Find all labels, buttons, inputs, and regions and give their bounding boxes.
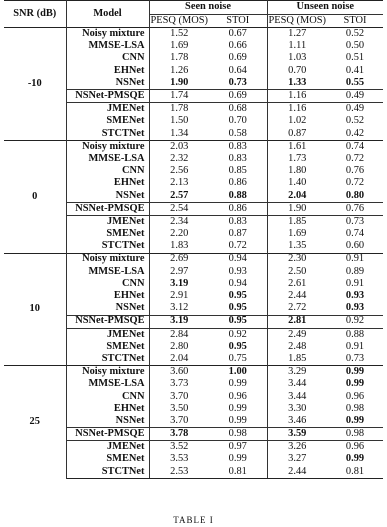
stoi-unseen-cell: 0.89 xyxy=(345,265,365,277)
stoi-unseen-cell: 0.74 xyxy=(345,228,365,240)
pesq-unseen-cell: 2.04 xyxy=(267,190,327,203)
pesq-seen-cell: 2.54 xyxy=(149,202,209,215)
model-name-cell: MMSE-LSA xyxy=(66,266,149,278)
pesq-seen-cell: 2.97 xyxy=(170,265,189,277)
pesq-unseen-cell: 1.69 xyxy=(288,228,307,240)
pesq-unseen-cell: 1.35 xyxy=(288,240,307,252)
stoi-seen-cell: 0.95 xyxy=(209,290,267,302)
pesq-unseen-cell: 2.72 xyxy=(267,302,327,315)
stoi-unseen-cell: 0.41 xyxy=(345,64,365,76)
pesq-seen-cell: 2.57 xyxy=(149,190,209,203)
stoi-unseen-cell: 0.49 xyxy=(327,90,383,103)
model-name-cell: Noisy mixture xyxy=(66,140,149,153)
pesq-seen-cell: 3.70 xyxy=(149,415,209,428)
stoi-unseen-cell: 0.96 xyxy=(345,390,365,402)
pesq-unseen-cell: 2.44 xyxy=(267,466,327,479)
pesq-seen-cell: 3.52 xyxy=(170,441,189,453)
stoi-unseen-cell: 0.81 xyxy=(327,466,383,479)
pesq-seen-cell: 2.53 xyxy=(149,466,209,479)
stoi-seen-cell: 0.86 xyxy=(209,177,267,189)
pesq-seen-cell: 2.20 xyxy=(170,228,189,240)
stoi-unseen-cell: 0.73 xyxy=(345,215,365,227)
stoi-seen-cell: 0.69 xyxy=(209,53,267,65)
pesq-unseen-cell: 1.61 xyxy=(267,140,327,153)
pesq-unseen-cell: 2.61 xyxy=(288,277,307,289)
stoi-unseen-cell: 0.42 xyxy=(345,127,365,139)
pesq-unseen-cell: 1.33 xyxy=(267,77,327,90)
stoi-seen-cell: 0.98 xyxy=(209,428,267,441)
stoi-unseen-cell: 0.72 xyxy=(345,153,365,164)
pesq-seen-cell: 1.52 xyxy=(149,28,209,41)
model-name-cell: MMSE-LSA xyxy=(66,40,149,52)
pesq-unseen-cell: 1.11 xyxy=(288,40,307,52)
stoi-seen-cell: 1.00 xyxy=(209,366,267,379)
snr-value-cell: 25 xyxy=(4,366,66,479)
table-row xyxy=(4,366,383,379)
snr-value-cell: 10 xyxy=(4,253,66,366)
pesq-unseen-cell: 3.30 xyxy=(288,402,307,414)
stoi-seen-cell: 0.83 xyxy=(209,140,267,153)
model-name-cell: SMENet xyxy=(66,228,149,240)
stoi-unseen-cell: 0.98 xyxy=(327,428,383,441)
stoi-unseen-cell: 0.96 xyxy=(345,441,365,453)
model-name-cell: SMENet xyxy=(66,116,149,128)
stoi-seen-cell: 0.95 xyxy=(209,315,267,328)
pesq-seen-cell: 1.78 xyxy=(170,103,189,115)
table-row xyxy=(4,253,383,266)
stoi-unseen-cell: 0.99 xyxy=(345,453,365,465)
pesq-unseen-cell: 1.73 xyxy=(288,153,307,164)
pesq-seen-cell: 2.84 xyxy=(170,328,189,340)
pesq-unseen-cell: 0.87 xyxy=(288,127,307,139)
pesq-unseen-cell: 1.85 xyxy=(288,353,307,364)
header-row-groups xyxy=(4,1,383,15)
stoi-unseen-cell: 0.91 xyxy=(327,253,383,266)
stoi-seen-cell: 0.83 xyxy=(209,216,267,229)
model-name-cell: NSNet xyxy=(66,415,149,428)
pesq-unseen-cell: 3.59 xyxy=(267,428,327,441)
pesq-unseen-cell: 1.80 xyxy=(288,165,307,177)
model-name-cell: EHNet xyxy=(66,290,149,302)
model-name-cell: MMSE-LSA xyxy=(66,378,149,390)
stoi-unseen-cell: 0.55 xyxy=(327,77,383,90)
stoi-unseen-cell: 0.72 xyxy=(345,177,365,189)
pesq-seen-cell: 1.50 xyxy=(170,115,189,127)
stoi-unseen-cell: 0.91 xyxy=(345,340,365,352)
pesq-seen-cell: 3.70 xyxy=(170,390,189,402)
stoi-seen-cell: 0.72 xyxy=(209,240,267,253)
pesq-unseen-cell: 3.29 xyxy=(267,366,327,379)
pesq-seen-cell: 3.53 xyxy=(170,453,189,465)
stoi-seen-cell: 0.68 xyxy=(209,103,267,116)
seen-noise-header: Seen noise xyxy=(149,1,267,15)
model-name-cell: NSNet xyxy=(66,190,149,203)
stoi-seen-cell: 0.67 xyxy=(209,28,267,41)
stoi-unseen-cell: 0.52 xyxy=(345,115,365,127)
stoi-unseen-cell: 0.49 xyxy=(345,103,365,115)
pesq-unseen-cell: 0.70 xyxy=(288,64,307,76)
pesq-seen-cell: 2.80 xyxy=(170,340,189,352)
model-name-cell: MMSE-LSA xyxy=(66,153,149,165)
stoi-seen-cell: 0.81 xyxy=(209,466,267,479)
pesq-seen-cell: 3.12 xyxy=(149,302,209,315)
model-name-cell: NSNet xyxy=(66,77,149,90)
model-name-cell: JMENet xyxy=(66,441,149,454)
pesq-unseen-header: PESQ (MOS) xyxy=(268,14,326,26)
stoi-unseen-cell: 0.99 xyxy=(327,415,383,428)
pesq-unseen-cell: 2.48 xyxy=(288,340,307,352)
model-name-cell: EHNet xyxy=(66,403,149,415)
stoi-seen-cell: 0.75 xyxy=(209,353,267,366)
stoi-unseen-cell: 0.93 xyxy=(345,290,365,302)
pesq-seen-cell: 1.34 xyxy=(170,127,189,139)
model-name-cell: EHNet xyxy=(66,65,149,77)
model-name-cell: NSNet-PMSQE xyxy=(66,90,149,103)
stoi-seen-header: STOI xyxy=(209,14,267,28)
stoi-seen-cell: 0.93 xyxy=(209,266,267,278)
model-name-cell: SMENet xyxy=(66,341,149,353)
pesq-unseen-cell: 3.44 xyxy=(288,378,307,390)
stoi-unseen-cell: 0.50 xyxy=(345,40,365,52)
pesq-unseen-cell: 3.26 xyxy=(288,441,307,453)
stoi-seen-cell: 0.87 xyxy=(209,228,267,240)
pesq-seen-cell: 3.60 xyxy=(149,366,209,379)
stoi-seen-cell: 0.64 xyxy=(209,65,267,77)
stoi-seen-cell: 0.66 xyxy=(209,40,267,52)
pesq-seen-header: PESQ (MOS) xyxy=(150,14,208,26)
pesq-unseen-cell: 3.46 xyxy=(267,415,327,428)
table-row xyxy=(4,140,383,153)
table-caption: TABLE I xyxy=(173,515,214,525)
stoi-unseen-cell: 0.88 xyxy=(345,328,365,340)
pesq-seen-cell: 2.03 xyxy=(149,140,209,153)
table-row xyxy=(4,28,383,41)
pesq-seen-cell: 2.04 xyxy=(170,353,189,364)
unseen-noise-header: Unseen noise xyxy=(267,1,383,15)
stoi-unseen-cell: 0.76 xyxy=(327,202,383,215)
pesq-unseen-cell: 1.40 xyxy=(288,177,307,189)
model-name-cell: Noisy mixture xyxy=(66,253,149,266)
stoi-seen-cell: 0.95 xyxy=(209,302,267,315)
model-name-cell: CNN xyxy=(66,391,149,403)
stoi-seen-cell: 0.73 xyxy=(209,77,267,90)
stoi-seen-cell: 0.88 xyxy=(209,190,267,203)
pesq-seen-cell: 3.19 xyxy=(170,277,189,289)
stoi-unseen-cell: 0.80 xyxy=(327,190,383,203)
pesq-seen-cell: 3.19 xyxy=(149,315,209,328)
stoi-seen-cell: 0.94 xyxy=(209,278,267,290)
stoi-seen-cell: 0.99 xyxy=(209,454,267,466)
stoi-unseen-cell: 0.91 xyxy=(345,277,365,289)
stoi-unseen-cell: 0.60 xyxy=(345,240,365,252)
pesq-seen-cell: 3.50 xyxy=(170,402,189,414)
stoi-seen-cell: 0.69 xyxy=(209,90,267,103)
stoi-seen-cell: 0.70 xyxy=(209,116,267,128)
stoi-unseen-cell: 0.52 xyxy=(327,28,383,41)
stoi-unseen-cell: 0.98 xyxy=(345,402,365,414)
stoi-unseen-cell: 0.76 xyxy=(345,165,365,177)
pesq-unseen-cell: 2.44 xyxy=(288,290,307,302)
stoi-seen-cell: 0.99 xyxy=(209,415,267,428)
pesq-seen-cell: 1.74 xyxy=(149,90,209,103)
stoi-unseen-cell: 0.99 xyxy=(345,378,365,390)
pesq-unseen-cell: 1.90 xyxy=(267,202,327,215)
model-name-cell: NSNet xyxy=(66,302,149,315)
pesq-unseen-cell: 1.16 xyxy=(288,103,307,115)
model-name-cell: SMENet xyxy=(66,454,149,466)
pesq-unseen-cell: 2.50 xyxy=(288,265,307,277)
pesq-seen-cell: 2.69 xyxy=(149,253,209,266)
model-name-cell: STCTNet xyxy=(66,128,149,141)
stoi-seen-cell: 0.92 xyxy=(209,328,267,341)
model-name-cell: CNN xyxy=(66,278,149,290)
pesq-unseen-cell: 2.81 xyxy=(267,315,327,328)
pesq-seen-cell: 3.73 xyxy=(170,378,189,390)
stoi-seen-cell: 0.96 xyxy=(209,391,267,403)
pesq-unseen-cell: 3.44 xyxy=(288,390,307,402)
stoi-unseen-cell: 0.73 xyxy=(345,353,365,364)
model-name-cell: CNN xyxy=(66,53,149,65)
model-column-header: Model xyxy=(66,1,149,28)
pesq-unseen-cell: 1.03 xyxy=(288,52,307,64)
model-name-cell: NSNet-PMSQE xyxy=(66,315,149,328)
stoi-unseen-cell: 0.74 xyxy=(327,140,383,153)
model-name-cell: NSNet-PMSQE xyxy=(66,202,149,215)
stoi-unseen-cell: 0.93 xyxy=(327,302,383,315)
pesq-seen-cell: 2.91 xyxy=(170,290,189,302)
pesq-seen-cell: 3.78 xyxy=(149,428,209,441)
model-name-cell: STCTNet xyxy=(66,353,149,366)
pesq-seen-cell: 1.90 xyxy=(149,77,209,90)
model-name-cell: CNN xyxy=(66,165,149,177)
pesq-unseen-cell: 2.49 xyxy=(288,328,307,340)
model-name-cell: Noisy mixture xyxy=(66,366,149,379)
stoi-seen-cell: 0.85 xyxy=(209,165,267,177)
pesq-seen-cell: 2.13 xyxy=(170,177,189,189)
stoi-seen-cell: 0.99 xyxy=(209,403,267,415)
model-name-cell: STCTNet xyxy=(66,240,149,253)
model-name-cell: STCTNet xyxy=(66,466,149,479)
table-header xyxy=(4,1,383,28)
pesq-seen-cell: 1.83 xyxy=(170,240,189,252)
pesq-unseen-cell: 1.02 xyxy=(288,115,307,127)
pesq-seen-cell: 2.32 xyxy=(170,153,189,164)
stoi-unseen-cell: 0.99 xyxy=(327,366,383,379)
model-name-cell: JMENet xyxy=(66,328,149,341)
stoi-seen-cell: 0.95 xyxy=(209,341,267,353)
pesq-unseen-cell: 3.27 xyxy=(288,453,307,465)
pesq-unseen-cell: 1.85 xyxy=(288,215,307,227)
snr-value-cell: 0 xyxy=(4,140,66,253)
model-name-cell: EHNet xyxy=(66,177,149,189)
pesq-seen-cell: 1.26 xyxy=(170,64,189,76)
model-name-cell: Noisy mixture xyxy=(66,28,149,41)
snr-value-cell: -10 xyxy=(4,28,66,141)
results-table xyxy=(4,0,383,479)
pesq-seen-cell: 1.69 xyxy=(170,40,189,52)
stoi-unseen-header: STOI xyxy=(343,14,367,26)
stoi-unseen-cell: 0.51 xyxy=(345,52,365,64)
stoi-seen-cell: 0.97 xyxy=(209,441,267,454)
model-name-cell: NSNet-PMSQE xyxy=(66,428,149,441)
stoi-seen-cell: 0.99 xyxy=(209,378,267,390)
pesq-seen-cell: 2.34 xyxy=(170,215,189,227)
stoi-unseen-cell: 0.92 xyxy=(327,315,383,328)
stoi-seen-cell: 0.58 xyxy=(209,128,267,141)
table-body xyxy=(4,28,383,479)
stoi-seen-cell: 0.94 xyxy=(209,253,267,266)
model-name-cell: JMENet xyxy=(66,216,149,229)
pesq-seen-cell: 1.78 xyxy=(170,52,189,64)
snr-column-header: SNR (dB) xyxy=(4,1,66,28)
pesq-seen-cell: 2.56 xyxy=(170,165,189,177)
stoi-seen-cell: 0.86 xyxy=(209,202,267,215)
model-name-cell: JMENet xyxy=(66,103,149,116)
pesq-unseen-cell: 1.27 xyxy=(267,28,327,41)
pesq-unseen-cell: 1.16 xyxy=(267,90,327,103)
stoi-seen-cell: 0.83 xyxy=(209,153,267,165)
pesq-unseen-cell: 2.30 xyxy=(267,253,327,266)
